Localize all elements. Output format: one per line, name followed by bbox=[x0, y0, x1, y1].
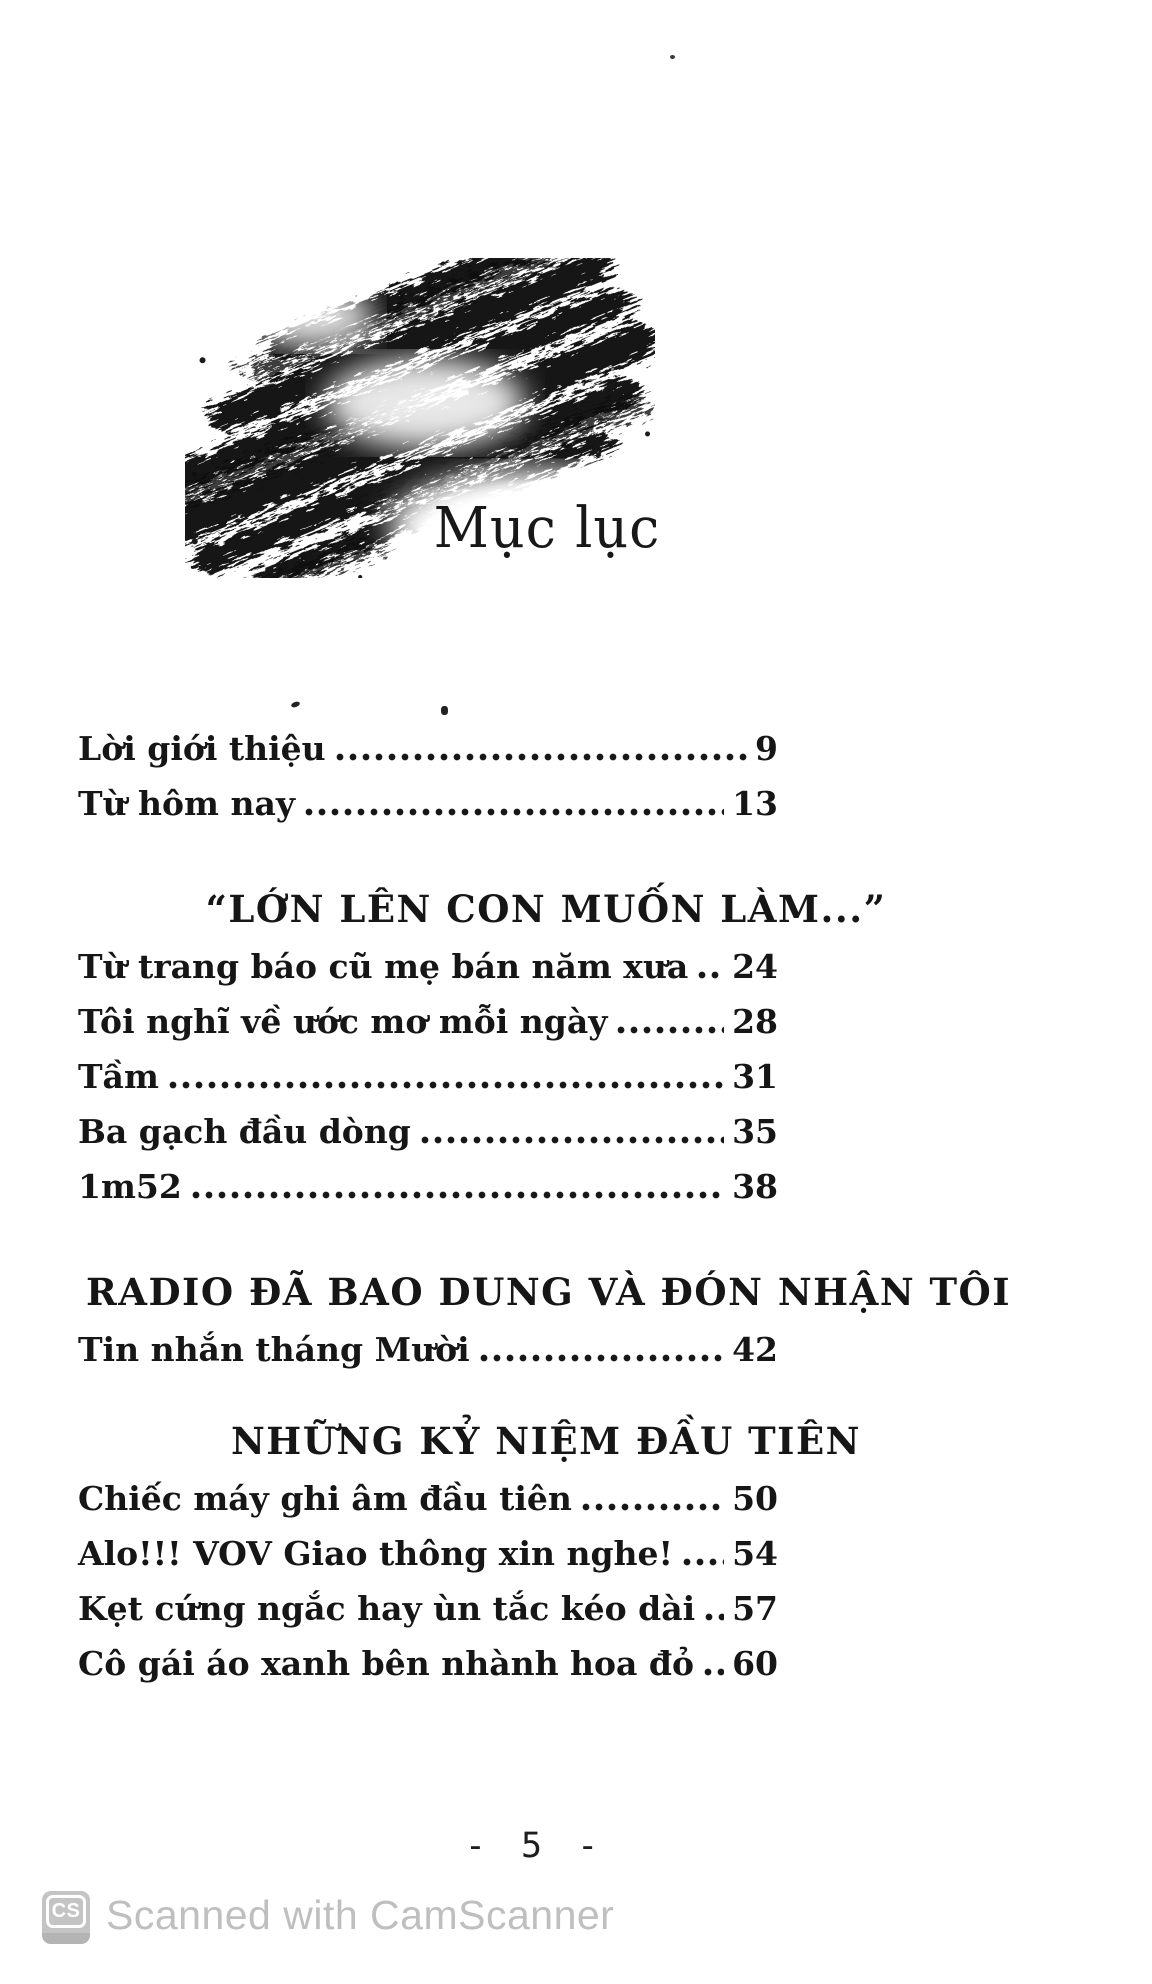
toc-entry-label: Từ trang báo cũ mẹ bán năm xưa bbox=[78, 947, 689, 986]
toc-entry bbox=[78, 1329, 778, 1371]
toc-section-heading: RADIO ĐÃ BAO DUNG VÀ ĐÓN NHẬN TÔI bbox=[86, 1270, 1012, 1314]
toc-entry-label: Lời giới thiệu bbox=[78, 729, 326, 768]
camscanner-watermark-text: Scanned with CamScanner bbox=[106, 1892, 615, 1938]
toc-entry-label: Kẹt cứng ngắc hay ùn tắc kéo dài bbox=[78, 1589, 696, 1628]
toc-entry-page: 35 bbox=[732, 1112, 778, 1151]
toc-entry-label: Cô gái áo xanh bên nhành hoa đỏ bbox=[78, 1644, 695, 1683]
toc-entry-label: Alo!!! VOV Giao thông xin nghe! bbox=[78, 1534, 674, 1573]
dot-leader bbox=[617, 1026, 724, 1034]
toc-entry-page: 42 bbox=[732, 1330, 778, 1369]
toc-entry-page: 54 bbox=[732, 1534, 778, 1573]
camscanner-logo-icon bbox=[42, 1891, 90, 1944]
toc-section-heading: NHỮNG KỶ NIỆM ĐẦU TIÊN bbox=[230, 1419, 862, 1463]
page-title: Mục lục bbox=[432, 480, 662, 574]
toc-entry-page: 28 bbox=[732, 1002, 778, 1041]
dot-leader bbox=[305, 808, 724, 816]
toc-entry bbox=[78, 1001, 778, 1043]
page-number: - 5 - bbox=[464, 1826, 606, 1866]
dot-leader bbox=[582, 1503, 724, 1511]
toc-entry-label: Ba gạch đầu dòng bbox=[78, 1112, 411, 1151]
dot-leader bbox=[705, 1613, 724, 1621]
toc-entry bbox=[78, 728, 778, 770]
toc-entry bbox=[78, 1588, 778, 1630]
toc-entry bbox=[78, 946, 778, 988]
toc-entry bbox=[78, 1643, 778, 1685]
toc-list bbox=[78, 728, 1012, 1698]
dot-leader bbox=[698, 971, 724, 979]
dot-leader bbox=[704, 1668, 724, 1676]
toc-entry-page: 13 bbox=[732, 784, 778, 823]
dot-leader bbox=[192, 1191, 724, 1199]
toc-entry-label: Tầm bbox=[78, 1057, 159, 1096]
ink-speck bbox=[441, 706, 448, 715]
dot-leader bbox=[169, 1081, 724, 1089]
camscanner-bar bbox=[0, 1884, 1152, 1954]
toc-entry-label: Tin nhắn tháng Mười bbox=[78, 1330, 470, 1369]
toc-entry-page: 60 bbox=[732, 1644, 778, 1683]
toc-entry bbox=[78, 1056, 778, 1098]
toc-entry-label: Từ hôm nay bbox=[78, 784, 295, 823]
toc-entry-page: 38 bbox=[732, 1167, 778, 1206]
ink-speck bbox=[290, 701, 300, 709]
ink-speck bbox=[670, 55, 675, 59]
toc-entry-label: Chiếc máy ghi âm đầu tiên bbox=[78, 1479, 572, 1518]
dot-leader bbox=[683, 1558, 724, 1566]
toc-entry-page: 24 bbox=[732, 947, 778, 986]
toc-entry-page: 57 bbox=[732, 1589, 778, 1628]
toc-entry-page: 9 bbox=[755, 729, 778, 768]
toc-entry-page: 50 bbox=[732, 1479, 778, 1518]
toc-entry bbox=[78, 1111, 778, 1153]
toc-entry-page: 31 bbox=[732, 1057, 778, 1096]
toc-entry bbox=[78, 1166, 778, 1208]
toc-entry-label: 1m52 bbox=[78, 1167, 182, 1206]
dot-leader bbox=[480, 1354, 724, 1362]
dot-leader bbox=[336, 753, 747, 761]
dot-leader bbox=[421, 1136, 724, 1144]
toc-entry bbox=[78, 1478, 778, 1520]
toc-entry bbox=[78, 783, 778, 825]
camscanner-logo-text: CS bbox=[46, 1895, 86, 1928]
toc-entry bbox=[78, 1533, 778, 1575]
toc-entry-label: Tôi nghĩ về ước mơ mỗi ngày bbox=[78, 1002, 608, 1041]
toc-section-heading: “LỚN LÊN CON MUỐN LÀM...” bbox=[205, 887, 887, 931]
